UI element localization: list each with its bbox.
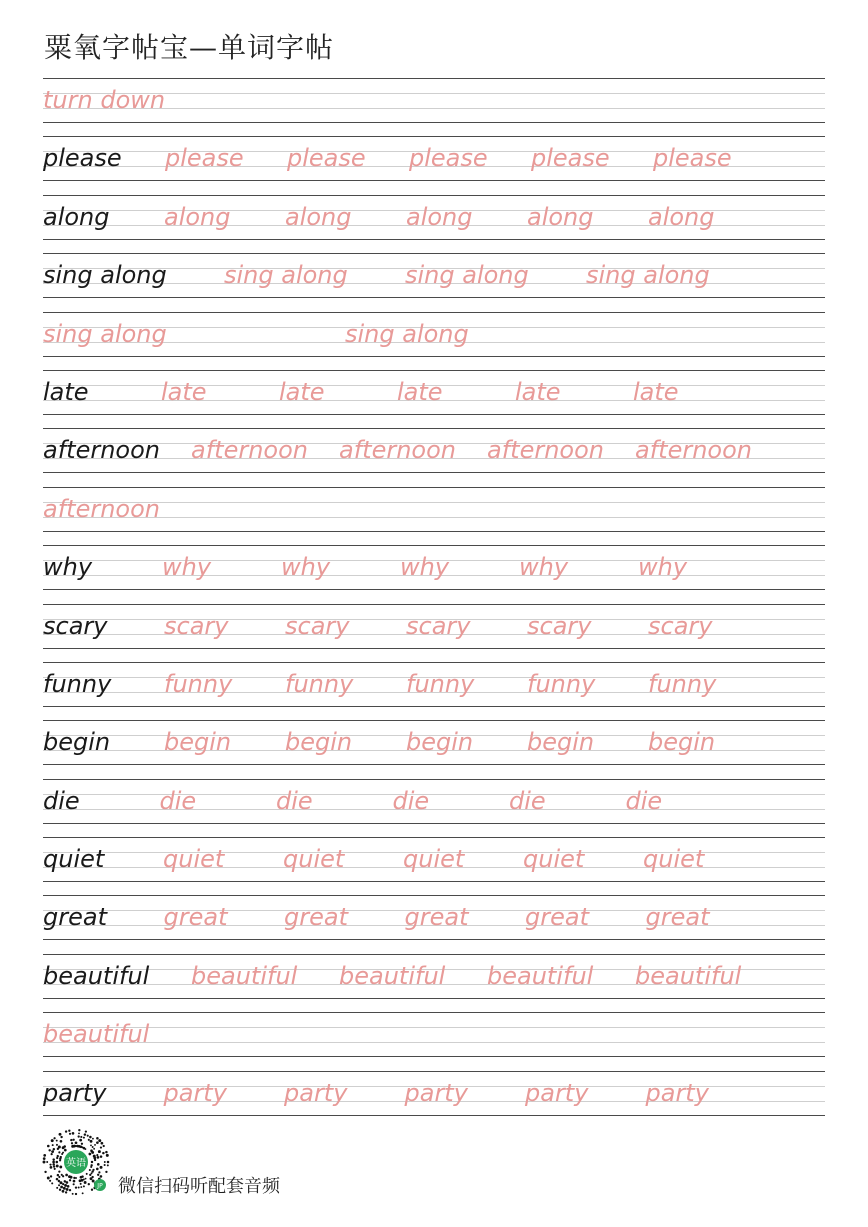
practice-row bbox=[43, 136, 825, 194]
practice-row bbox=[43, 779, 825, 837]
model-word: funny bbox=[43, 669, 112, 698]
qr-dot bbox=[62, 1152, 64, 1154]
qr-dot bbox=[64, 1149, 67, 1152]
qr-dot bbox=[52, 1144, 54, 1146]
qr-dot bbox=[75, 1193, 77, 1195]
trace-word: great bbox=[525, 903, 589, 932]
qr-dot bbox=[68, 1175, 71, 1178]
qr-dot bbox=[49, 1164, 51, 1166]
page-title: 粟氧字帖宝—单词字帖 bbox=[44, 31, 335, 64]
trace-word: please bbox=[287, 144, 366, 173]
trace-word: sing along bbox=[224, 261, 348, 290]
qr-dot bbox=[60, 1186, 63, 1189]
practice-row bbox=[43, 1071, 825, 1129]
trace-word: along bbox=[406, 202, 473, 231]
qr-dot bbox=[93, 1148, 95, 1150]
practice-row bbox=[43, 487, 825, 545]
practice-row bbox=[43, 954, 825, 1012]
qr-dot bbox=[78, 1132, 80, 1134]
qr-dot bbox=[87, 1135, 89, 1137]
qr-dot bbox=[63, 1187, 66, 1190]
qr-dot bbox=[85, 1178, 87, 1180]
qr-dot bbox=[51, 1150, 54, 1153]
practice-row bbox=[43, 370, 825, 428]
qr-dot bbox=[103, 1145, 105, 1147]
practice-row bbox=[43, 545, 825, 603]
qr-dot bbox=[107, 1164, 109, 1166]
qr-dot bbox=[75, 1186, 77, 1188]
practice-row bbox=[43, 720, 825, 778]
trace-word: begin bbox=[527, 728, 595, 757]
qr-dot bbox=[91, 1151, 94, 1154]
trace-word: along bbox=[648, 202, 715, 231]
qr-dot bbox=[69, 1179, 71, 1181]
trace-word: turn down bbox=[43, 86, 166, 114]
qr-dot bbox=[60, 1136, 62, 1138]
qr-dot bbox=[88, 1139, 90, 1141]
trace-word: along bbox=[164, 202, 231, 231]
qr-dot bbox=[96, 1154, 98, 1156]
qr-dot bbox=[84, 1181, 87, 1184]
qr-dot bbox=[89, 1153, 92, 1156]
qr-dot bbox=[82, 1192, 84, 1194]
qr-dot bbox=[96, 1141, 99, 1144]
trace-word: sing along bbox=[405, 261, 529, 290]
trace-word: die bbox=[276, 786, 313, 815]
trace-word: scary bbox=[285, 611, 350, 640]
qr-dot bbox=[49, 1180, 51, 1182]
model-word: quiet bbox=[43, 845, 105, 874]
trace-word: quiet bbox=[403, 845, 465, 874]
trace-word: great bbox=[645, 903, 710, 932]
qr-dot bbox=[64, 1184, 67, 1187]
qr-dot bbox=[84, 1133, 86, 1135]
trace-word: funny bbox=[164, 669, 233, 698]
qr-dot bbox=[78, 1186, 80, 1188]
qr-dot bbox=[70, 1139, 72, 1141]
model-word: afternoon bbox=[43, 436, 160, 465]
qr-dot bbox=[62, 1190, 65, 1193]
trace-word: quiet bbox=[643, 845, 705, 874]
qr-dot bbox=[73, 1183, 75, 1185]
qr-dot bbox=[60, 1156, 62, 1158]
trace-word: party bbox=[163, 1078, 227, 1107]
trace-word: die bbox=[392, 786, 430, 815]
qr-dot bbox=[60, 1140, 63, 1143]
qr-dot bbox=[56, 1140, 58, 1142]
qr-dot bbox=[51, 1139, 54, 1142]
trace-word: afternoon bbox=[635, 436, 752, 465]
qr-dot bbox=[61, 1174, 63, 1176]
practice-row bbox=[43, 662, 825, 720]
qr-dot bbox=[79, 1179, 82, 1182]
qr-dot bbox=[92, 1180, 95, 1183]
qr-dot bbox=[58, 1180, 60, 1182]
qr-dot bbox=[71, 1142, 73, 1144]
qr-dot bbox=[97, 1163, 100, 1166]
qr-dot bbox=[43, 1157, 46, 1160]
qr-dot bbox=[84, 1148, 86, 1150]
qr-dot bbox=[107, 1161, 110, 1164]
qr-dot bbox=[58, 1151, 60, 1153]
qr-dot bbox=[50, 1175, 52, 1177]
qr-dot bbox=[83, 1137, 85, 1139]
qr-dot bbox=[51, 1153, 53, 1155]
trace-word: quiet bbox=[523, 845, 585, 874]
qr-dot bbox=[98, 1150, 101, 1153]
model-word: great bbox=[43, 903, 107, 932]
qr-dot bbox=[47, 1145, 50, 1148]
model-word: along bbox=[43, 202, 110, 231]
qr-dot bbox=[56, 1144, 58, 1146]
qr-dot bbox=[89, 1174, 91, 1176]
qr-dot bbox=[78, 1129, 80, 1131]
qr-dot bbox=[105, 1151, 107, 1153]
qr-dot bbox=[58, 1176, 60, 1178]
qr-dot bbox=[91, 1189, 93, 1191]
qr-dot bbox=[83, 1185, 85, 1187]
qr-dot bbox=[57, 1155, 59, 1157]
qr-dot bbox=[56, 1161, 59, 1164]
qr-dot bbox=[79, 1139, 82, 1142]
badge-label: 英语 bbox=[66, 1158, 86, 1169]
qr-dot bbox=[96, 1168, 99, 1171]
qr-dot bbox=[98, 1139, 101, 1142]
trace-word: please bbox=[409, 144, 488, 173]
trace-word: please bbox=[531, 144, 610, 173]
qr-dot bbox=[100, 1175, 103, 1178]
qr-dot bbox=[50, 1166, 53, 1169]
qr-dot bbox=[85, 1130, 87, 1132]
qr-dot bbox=[65, 1174, 68, 1177]
trace-word: great bbox=[404, 903, 469, 932]
qr-dot bbox=[90, 1140, 93, 1143]
qr-dot bbox=[98, 1171, 100, 1173]
trace-word: late bbox=[633, 377, 679, 406]
qr-dot bbox=[88, 1183, 90, 1185]
trace-word: why bbox=[281, 553, 331, 582]
model-word: beautiful bbox=[43, 961, 150, 990]
practice-row bbox=[43, 837, 825, 895]
qr-dot bbox=[43, 1161, 46, 1164]
qr-dot bbox=[90, 1144, 92, 1146]
qr-dot bbox=[65, 1191, 67, 1193]
trace-word: sing along bbox=[345, 319, 469, 348]
trace-word: scary bbox=[406, 611, 471, 640]
trace-word: funny bbox=[648, 669, 717, 698]
qr-dot bbox=[64, 1180, 66, 1182]
qr-dot bbox=[69, 1133, 71, 1135]
qr-dot bbox=[101, 1142, 104, 1145]
qr-dot bbox=[53, 1166, 55, 1168]
footer bbox=[42, 1128, 442, 1200]
qr-dot bbox=[90, 1177, 93, 1180]
trace-word: die bbox=[159, 786, 197, 815]
model-word: party bbox=[43, 1078, 107, 1107]
qr-dot bbox=[48, 1149, 50, 1151]
practice-row bbox=[43, 428, 825, 486]
trace-word: please bbox=[165, 144, 244, 173]
trace-word: funny bbox=[527, 669, 596, 698]
qr-dot bbox=[90, 1166, 92, 1168]
qr-dot bbox=[53, 1137, 55, 1139]
qr-dot bbox=[65, 1130, 67, 1132]
trace-word: begin bbox=[406, 728, 474, 757]
qr-dot bbox=[52, 1163, 55, 1166]
qr-dot bbox=[52, 1161, 55, 1164]
qr-dot bbox=[72, 1193, 74, 1195]
model-word: why bbox=[43, 553, 93, 582]
trace-word: along bbox=[285, 202, 352, 231]
trace-word: party bbox=[525, 1078, 589, 1107]
handwriting-sheet bbox=[43, 78, 825, 1129]
qr-dot bbox=[97, 1174, 99, 1176]
qr-dot bbox=[63, 1145, 66, 1148]
trace-word: funny bbox=[406, 669, 475, 698]
qr-dot bbox=[94, 1159, 96, 1161]
qr-dot bbox=[100, 1166, 103, 1169]
qr-dot bbox=[100, 1147, 102, 1149]
trace-word: why bbox=[162, 553, 212, 582]
qr-dot bbox=[73, 1177, 75, 1179]
qr-dot bbox=[56, 1187, 58, 1189]
qr-dot bbox=[102, 1152, 104, 1154]
qr-dot bbox=[80, 1183, 82, 1185]
trace-word: late bbox=[161, 377, 207, 406]
qr-dot bbox=[89, 1169, 91, 1171]
trace-word: why bbox=[400, 553, 450, 582]
qr-dot bbox=[52, 1158, 54, 1160]
trace-word: please bbox=[653, 144, 732, 173]
trace-word: party bbox=[284, 1078, 348, 1107]
model-word: sing along bbox=[43, 261, 167, 290]
qr-dot bbox=[59, 1133, 62, 1136]
qr-dot bbox=[73, 1180, 76, 1183]
qr-dot bbox=[69, 1189, 71, 1191]
qr-dot bbox=[59, 1189, 61, 1191]
trace-word: afternoon bbox=[191, 436, 308, 465]
qr-dot bbox=[53, 1148, 55, 1150]
qr-dot bbox=[59, 1181, 62, 1184]
trace-word: why bbox=[519, 553, 569, 582]
qr-dot bbox=[56, 1178, 59, 1181]
practice-row bbox=[43, 253, 825, 311]
footer-caption: 微信扫码听配套音频 bbox=[118, 1176, 280, 1197]
trace-word: party bbox=[645, 1078, 709, 1107]
qr-dot bbox=[44, 1171, 46, 1173]
qr-dot bbox=[47, 1177, 50, 1180]
trace-word: scary bbox=[527, 611, 592, 640]
trace-word: afternoon bbox=[487, 436, 604, 465]
qr-dot bbox=[73, 1139, 75, 1141]
model-word: late bbox=[43, 377, 89, 406]
qr-dot bbox=[86, 1173, 88, 1175]
trace-word: funny bbox=[285, 669, 354, 698]
practice-row bbox=[43, 78, 825, 136]
qr-dot bbox=[62, 1183, 64, 1185]
model-word: die bbox=[43, 786, 80, 815]
trace-word: late bbox=[279, 377, 325, 406]
qr-dot bbox=[106, 1154, 109, 1157]
qr-dot bbox=[75, 1141, 78, 1144]
qr-dot bbox=[72, 1132, 75, 1135]
qr-dot bbox=[54, 1168, 56, 1170]
trace-word: great bbox=[163, 903, 228, 932]
trace-word: sing along bbox=[43, 319, 167, 348]
trace-word: afternoon bbox=[43, 494, 160, 523]
practice-row bbox=[43, 195, 825, 253]
qr-dot bbox=[104, 1164, 106, 1166]
qr-dot bbox=[96, 1137, 99, 1140]
trace-word: party bbox=[404, 1078, 468, 1107]
qr-dot bbox=[58, 1184, 60, 1186]
trace-word: begin bbox=[164, 728, 232, 757]
trace-word: scary bbox=[648, 611, 713, 640]
trace-word: die bbox=[625, 786, 663, 815]
trace-word: quiet bbox=[283, 845, 345, 874]
trace-word: beautiful bbox=[635, 961, 742, 990]
trace-word: quiet bbox=[163, 845, 225, 874]
qr-dot bbox=[67, 1185, 70, 1188]
practice-row bbox=[43, 312, 825, 370]
qr-dot bbox=[43, 1154, 46, 1157]
trace-word: begin bbox=[648, 728, 716, 757]
trace-word: die bbox=[509, 786, 546, 815]
qr-dot bbox=[59, 1166, 62, 1169]
qr-dot bbox=[81, 1143, 83, 1145]
qr-dot bbox=[105, 1171, 107, 1173]
qr-dot bbox=[94, 1144, 96, 1146]
qr-dot bbox=[92, 1146, 94, 1148]
trace-word: beautiful bbox=[339, 961, 446, 990]
trace-word: great bbox=[284, 903, 348, 932]
practice-row bbox=[43, 1012, 825, 1070]
trace-word: begin bbox=[285, 728, 353, 757]
qr-dot bbox=[58, 1146, 61, 1149]
qr-dot bbox=[80, 1176, 83, 1179]
qr-dot bbox=[89, 1136, 92, 1139]
qr-dot bbox=[56, 1165, 59, 1168]
trace-word: beautiful bbox=[191, 961, 298, 990]
trace-word: beautiful bbox=[487, 961, 594, 990]
qr-dot bbox=[80, 1186, 82, 1188]
practice-row bbox=[43, 895, 825, 953]
qr-dot bbox=[100, 1155, 103, 1158]
trace-word: why bbox=[638, 553, 688, 582]
trace-word: along bbox=[527, 202, 594, 231]
badge-sub-label: JP bbox=[97, 1182, 103, 1190]
qr-dot bbox=[97, 1156, 100, 1159]
qr-dot bbox=[104, 1161, 106, 1163]
practice-row bbox=[43, 604, 825, 662]
trace-word: beautiful bbox=[43, 1020, 150, 1049]
qr-code-icon[interactable] bbox=[42, 1128, 110, 1196]
qr-dot bbox=[68, 1130, 70, 1132]
qr-dot bbox=[51, 1182, 53, 1184]
model-word: scary bbox=[43, 611, 108, 640]
qr-dot bbox=[58, 1171, 60, 1173]
qr-dot bbox=[57, 1174, 59, 1176]
trace-word: late bbox=[515, 377, 561, 406]
qr-dot bbox=[66, 1188, 69, 1191]
trace-word: scary bbox=[164, 611, 229, 640]
qr-dot bbox=[80, 1136, 82, 1138]
qr-dot bbox=[56, 1157, 58, 1159]
model-word: begin bbox=[43, 728, 111, 757]
model-word: please bbox=[43, 144, 122, 173]
qr-dot bbox=[78, 1135, 80, 1137]
trace-word: late bbox=[397, 377, 443, 406]
qr-dot bbox=[46, 1161, 48, 1163]
qr-dot bbox=[91, 1161, 93, 1163]
trace-word: afternoon bbox=[339, 436, 456, 465]
trace-word: sing along bbox=[586, 261, 710, 290]
qr-dot bbox=[92, 1138, 94, 1140]
